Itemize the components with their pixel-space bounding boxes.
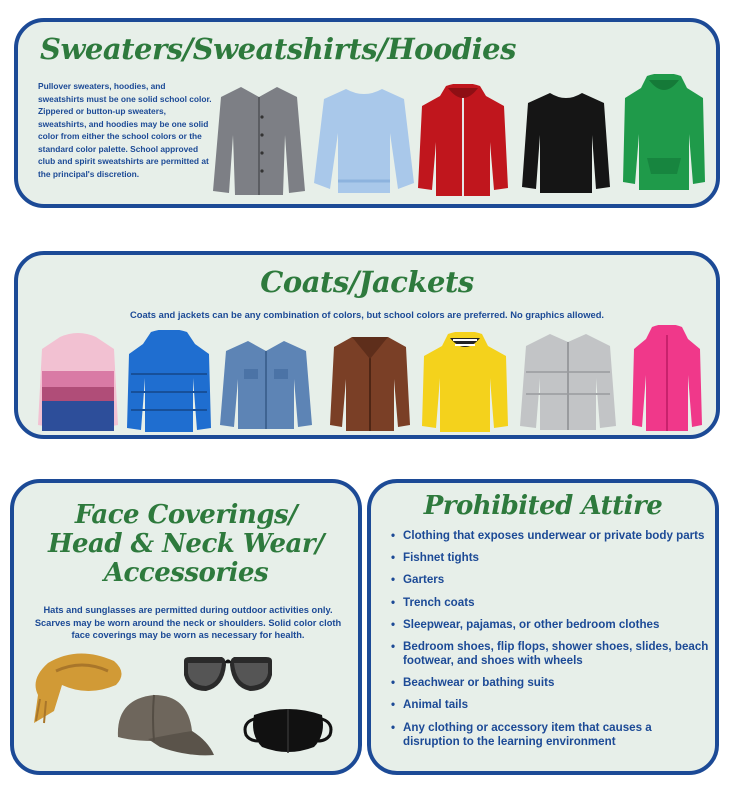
blue-puffer-jacket-icon [125,330,213,434]
coats-description: Coats and jackets can be any combination of colors, but school colors are preferred. No graphics allowed. [129,309,605,320]
gray-cardigan-icon [211,83,307,199]
yellow-raincoat-icon [420,332,510,434]
black-sweatshirt-icon [520,89,612,195]
gray-puffer-jacket-icon [518,332,618,432]
striped-puffer-jacket-icon [36,333,120,433]
brown-leather-jacket-icon [328,335,412,433]
list-item: • Beachwear or bathing suits [391,676,709,690]
face-coverings-title [14,501,358,588]
list-item: • Animal tails [391,698,709,712]
list-item: • Trench coats [391,596,709,610]
face-title-line-1: Face Coverings/ [74,500,298,530]
coats-title: Coats/Jackets [260,265,474,299]
list-item: • Clothing that exposes underwear or private body parts [391,529,709,543]
coats-panel [14,251,720,439]
pink-windbreaker-icon [630,325,704,433]
list-item: • Sleepwear, pajamas, or other bedroom clothes [391,618,709,632]
light-blue-sweater-icon [312,85,416,197]
sweaters-description: Pullover sweaters, hoodies, and sweatshirts must be one solid school color. Zippered or button-up sweaters, sweatshirts, and hoodies may be one solid color from either the school colors or the standard color palette. School approved club and spirit sweatshirts are permitted at the principal's discretion. [38,81,212,179]
red-zip-hoodie-icon [416,84,510,198]
face-title-line-3: Accessories [103,558,269,588]
list-item: • Bedroom shoes, flip flops, shower shoes, slides, beach footwear, and shoes with wheels [391,640,709,668]
list-item: • Any clothing or accessory item that causes a disruption to the learning environment [391,721,709,749]
sweaters-panel [14,18,720,208]
denim-jacket-icon [218,339,314,431]
prohibited-attire-panel [367,479,719,775]
green-hoodie-icon [621,74,707,192]
face-title-line-2: Head & Neck Wear/ [47,529,325,559]
prohibited-list [391,529,709,757]
face-coverings-description: Hats and sunglasses are permitted during outdoor activities only. Scarves may be worn around the neck or shoulders. Solid color cloth face coverings may be worn as necessary for health. [34,605,342,640]
prohibited-title: Prohibited Attire [423,491,663,521]
list-item: • Garters [391,573,709,587]
face-coverings-panel [10,479,362,775]
face-mask-icon [240,705,336,755]
baseball-cap-icon [108,691,218,759]
list-item: • Fishnet tights [391,551,709,565]
sweaters-title: Sweaters/Sweatshirts/Hoodies [40,32,516,66]
